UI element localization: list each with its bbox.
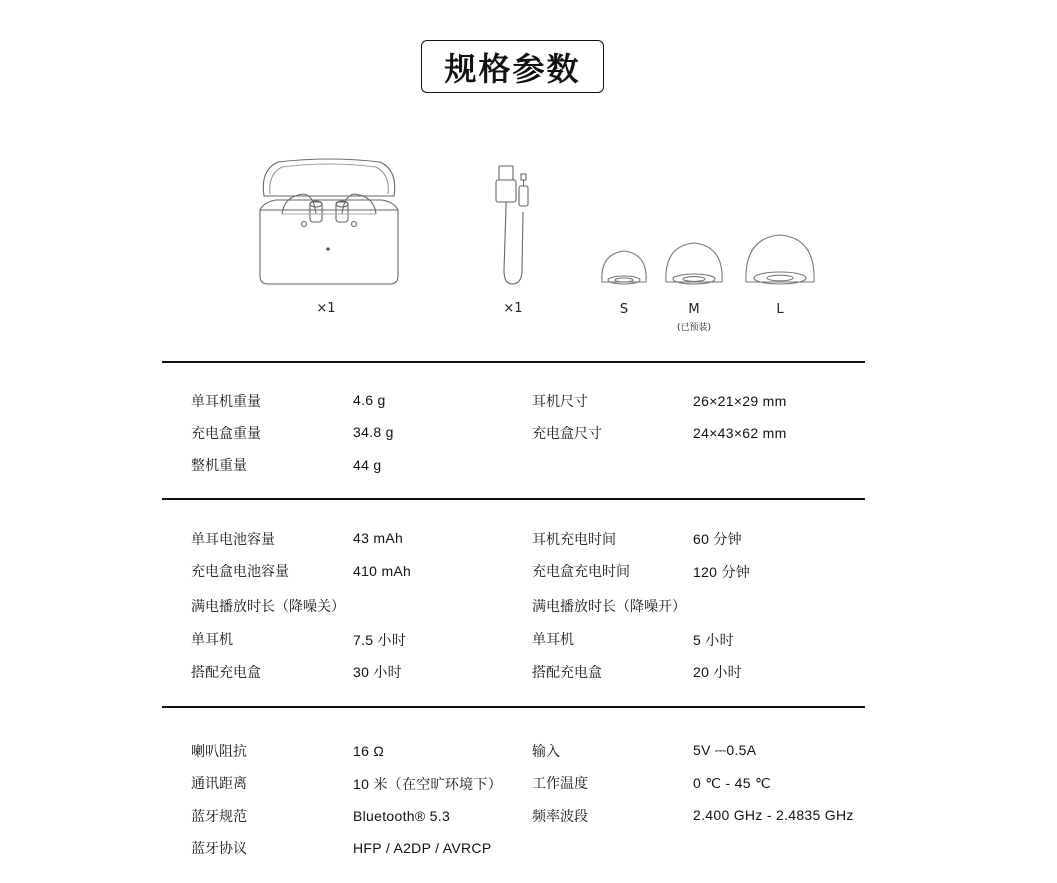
case-quantity: ×1 [316,301,336,316]
spec-value: 120 分钟 [693,564,751,580]
spec-label: 搭配充电盒 [191,665,261,681]
spec-value: 30 小时 [353,664,402,680]
spec-label: 充电盒充电时间 [532,564,630,580]
spec-label: 充电盒电池容量 [191,564,289,580]
spec-label: 充电盒尺寸 [532,426,602,442]
spec-value: 4.6 g [353,392,386,408]
spec-value: 24×43×62 mm [693,425,787,441]
spec-label: 输入 [532,744,560,760]
spec-label: 单耳机 [191,632,233,648]
page-title-text: 规格参数 [444,49,581,88]
spec-value: 5V ⎓0.5A [693,742,757,758]
spec-value: 0 ℃ - 45 ℃ [693,775,772,791]
spec-label: 搭配充电盒 [532,665,602,681]
section-divider [162,361,865,363]
ear-tip-l-label: L [776,302,784,317]
ear-tip-l-icon [744,232,816,288]
spec-value: 10 米（在空旷环境下） [353,776,503,792]
spec-value: 44 g [353,457,382,473]
spec-value: 60 分钟 [693,531,742,547]
spec-label: 单耳电池容量 [191,532,275,548]
page-title [421,40,604,93]
ear-tip-m-preinstalled-note: (已预装) [676,323,712,333]
spec-label: 耳机充电时间 [532,532,616,548]
spec-value: 2.400 GHz - 2.4835 GHz [693,807,854,823]
cable-quantity: ×1 [503,301,523,316]
spec-value: HFP / A2DP / AVRCP [353,840,492,856]
section-divider [162,498,865,500]
spec-value: 20 小时 [693,664,742,680]
spec-value: Bluetooth® 5.3 [353,808,451,824]
spec-label: 耳机尺寸 [532,394,588,410]
usb-cable-illustration [488,160,540,290]
spec-label: 频率波段 [532,809,588,825]
spec-value: 5 小时 [693,632,734,648]
ear-tip-s-icon [600,248,648,288]
spec-value: 16 Ω [353,743,385,759]
ear-tip-s-label: S [619,302,629,317]
spec-label: 蓝牙规范 [191,809,247,825]
spec-value: 34.8 g [353,424,394,440]
ear-tip-m-icon [664,240,724,288]
spec-value: 410 mAh [353,563,412,579]
playback-anc-on-heading: 满电播放时长（降噪开） [532,599,686,615]
section-divider [162,706,865,708]
spec-value: 7.5 小时 [353,632,407,648]
spec-label: 通讯距离 [191,776,247,792]
spec-label: 蓝牙协议 [191,841,247,857]
spec-label: 喇叭阻抗 [191,744,247,760]
playback-anc-off-heading: 满电播放时长（降噪关） [191,599,345,615]
ear-tip-m-label: M [688,302,700,317]
spec-label: 工作温度 [532,776,588,792]
charging-case-illustration [256,156,402,288]
spec-value: 43 mAh [353,530,404,546]
spec-value: 26×21×29 mm [693,393,787,409]
spec-label: 充电盒重量 [191,426,261,442]
spec-label: 整机重量 [191,458,247,474]
spec-label: 单耳机重量 [191,394,261,410]
spec-label: 单耳机 [532,632,574,648]
